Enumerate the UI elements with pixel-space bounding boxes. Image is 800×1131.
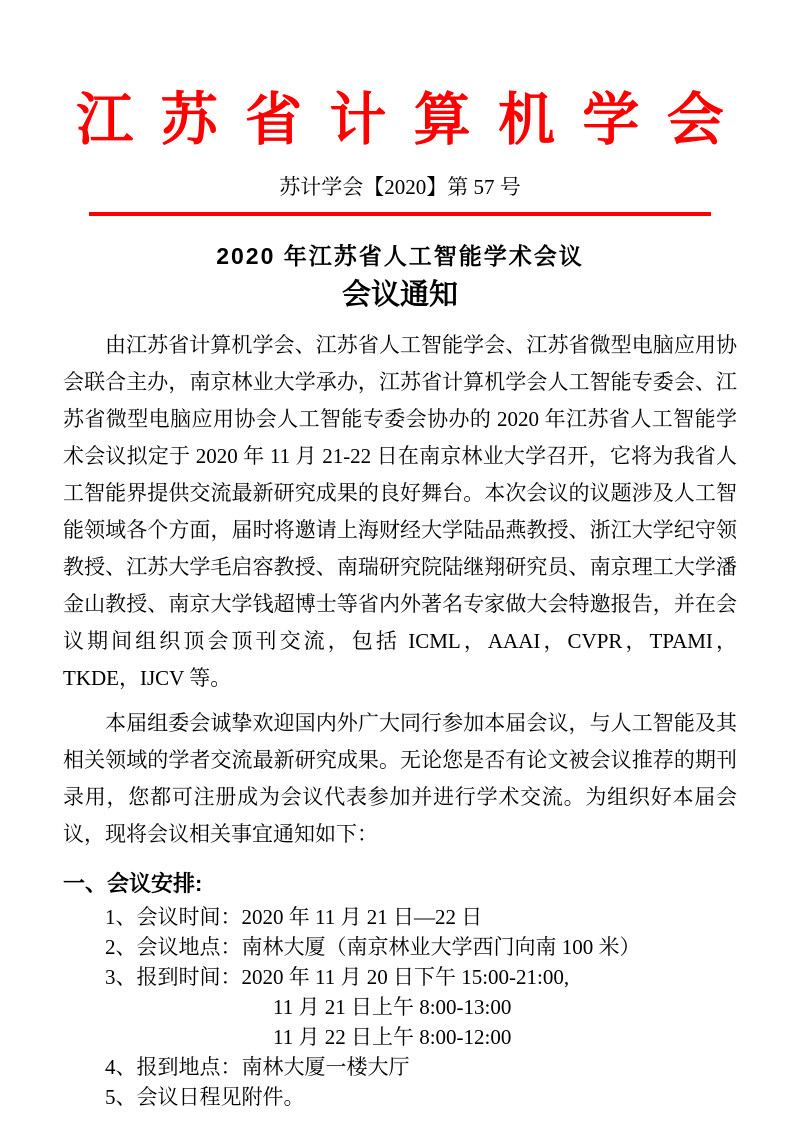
organization-name: 江苏省计算机学会	[76, 89, 752, 152]
list-item-meeting-time: 1、会议时间：2020 年 11 月 21 日—22 日	[105, 905, 483, 930]
list-item-meeting-location: 2、会议地点：南林大厦（南京林业大学西门向南 100 米）	[105, 935, 641, 960]
arrangement-list	[63, 902, 737, 1112]
paragraph-invitation: 本届组委会诚挚欢迎国内外广大同行参加本届会议，与人工智能及其相关领域的学者交流最新研究成果。无论您是否有论文被会议推荐的期刊录用，您都可注册成为会议代表参加并进行学术交流。为组织好本届会议，现将会议相关事宜通知如下：	[63, 710, 737, 846]
section-heading-arrangements: 一、会议安排:	[63, 870, 203, 896]
conference-title: 2020 年江苏省人工智能学术会议	[216, 243, 584, 270]
list-item-checkin-time-continuation: 11 月 21 日上午 8:00-13:00	[273, 995, 512, 1020]
list-item-checkin-location: 4、报到地点：南林大厦一楼大厅	[105, 1055, 410, 1080]
red-divider-rule	[89, 212, 711, 216]
document-number: 苏计学会【2020】第 57 号	[279, 175, 521, 199]
list-item-agenda-attachment: 5、会议日程见附件。	[105, 1085, 305, 1110]
letterhead	[63, 89, 752, 152]
list-item-checkin-time-continuation: 11 月 22 日上午 8:00-12:00	[273, 1025, 512, 1050]
paragraph-introduction: 由江苏省计算机学会、江苏省人工智能学会、江苏省微型电脑应用协会联合主办，南京林业大学承办，江苏省计算机学会人工智能专委会、江苏省微型电脑应用协会人工智能专委会协办的 2020 年江苏省人工智能学术会议拟定于 2020 年 11 月 21-22 日在南京林业大学召开，它将为我省人工智能界提供交流最新研究成果的良好舞台。本次会议的议题涉及人工智能领域各个方面，届时将邀请上海财经大学陆品燕教授、浙江大学纪守领教授、江苏大学毛启容教授、南瑞研究院陆继翔研究员、南京理工大学潘金山教授、南京大学钱超博士等省内外著名专家做大会特邀报告，并在会议期间组织顶会顶刊交流，包括 ICML，AAAI，CVPR，TPAMI，TKDE，IJCV 等。	[63, 332, 737, 690]
list-item-checkin-time: 3、报到时间：2020 年 11 月 20 日下午 15:00-21:00,	[105, 965, 570, 990]
notice-title: 会议通知	[341, 278, 458, 311]
